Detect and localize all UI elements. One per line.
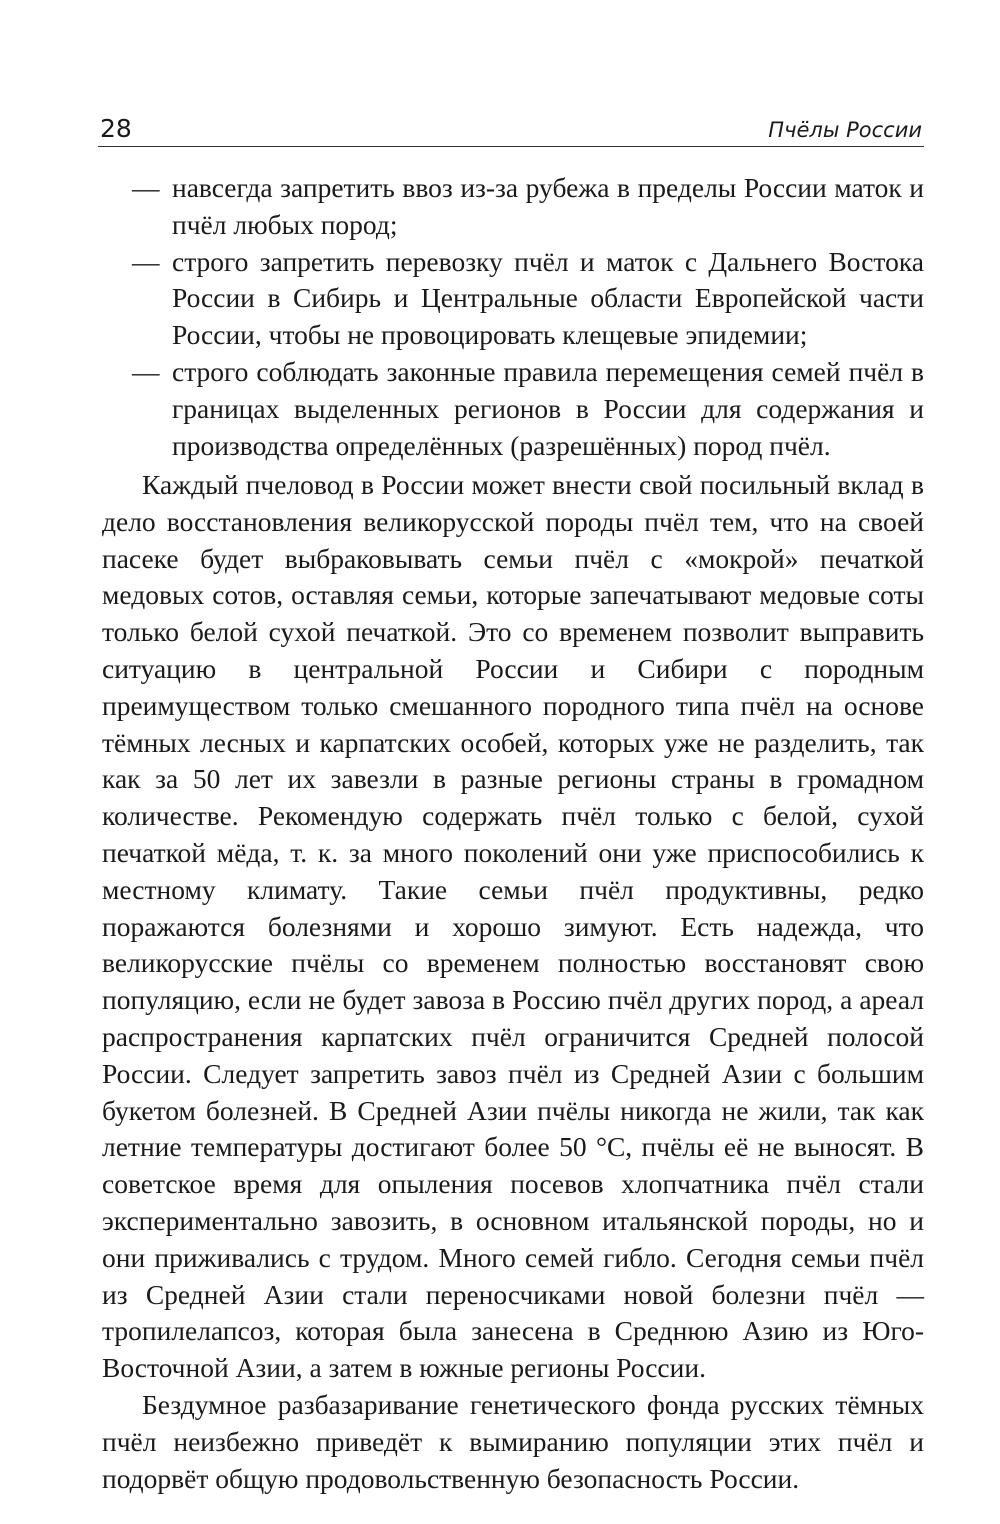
paragraph: Бездумное разбазаривание генетического фонда русских тёмных пчёл неизбежно приведёт к вымиранию популяции этих пчёл и подорвёт общую продовольственную безопасность России. bbox=[102, 1388, 924, 1494]
list-item bbox=[102, 354, 924, 464]
main-text bbox=[102, 467, 924, 1497]
list-item-text: навсегда запретить ввоз из-за рубежа в пределы России маток и пчёл любых пород; bbox=[172, 172, 924, 240]
dash-marker: — bbox=[132, 355, 160, 387]
list-item-text: строго соблюдать законные правила перемещения семей пчёл в границах выделенных регионов в России для содержания и производства определённых (разрешённых) пород пчёл. bbox=[172, 355, 924, 461]
dash-list bbox=[102, 170, 924, 464]
paragraph: Каждый пчеловод в России может внести свой посильный вклад в дело восстановления великорусской породы пчёл тем, что на своей пасеке будет выбраковывать семьи пчёл с «мокрой» печаткой медовых сотов, оставляя семьи, которые запечатывают медовые соты только белой сухой печаткой. Это со временем позволит выправить ситуацию в центральной России и Сибири с породным преимуществом только смешанного породного типа пчёл на основе тёмных лесных и карпатских особей, которых уже не разделить, так как за 50 лет их завезли в разные регионы страны в громадном количестве. Рекомендую содержать пчёл только с белой, сухой печаткой мёда, т. к. за много поколений они уже приспособились к местному климату. Такие семьи пчёл продуктивны, редко поражаются болезнями и хорошо зимуют. Есть надежда, что великорусские пчёлы со временем полностью восстановят свою популяцию, если не будет завоза в Россию пчёл других пород, а ареал распространения карпатских пчёл ограничится Средней полосой России. Следует запретить завоз пчёл из Средней Азии с большим букетом болезней. В Средней Азии пчёлы никогда не жили, так как летние температуры достигают более 50 °С, пчёлы её не выносят. В советское время для опыления посевов хлопчатника пчёл стали экспериментально завозить, в основном итальянской породы, но и они приживались с трудом. Много семей гибло. Сегодня семьи пчёл из Средней Азии стали переносчиками новой болезни пчёл — тропилелапсоз, которая была занесена в Среднюю Азию из Юго-Восточной Азии, а затем в южные регионы России. bbox=[102, 469, 924, 1384]
list-item bbox=[102, 244, 924, 354]
dash-marker: — bbox=[132, 245, 160, 277]
page-number: 28 bbox=[100, 114, 132, 143]
running-title: Пчёлы России bbox=[768, 118, 922, 142]
list-item bbox=[102, 170, 924, 244]
running-head bbox=[98, 108, 924, 147]
list-item-text: строго запретить перевозку пчёл и маток с Дальнего Востока России в Сибирь и Центральные области Европейской части России, чтобы не провоцировать клещевые эпидемии; bbox=[172, 245, 924, 351]
dash-marker: — bbox=[132, 172, 160, 203]
